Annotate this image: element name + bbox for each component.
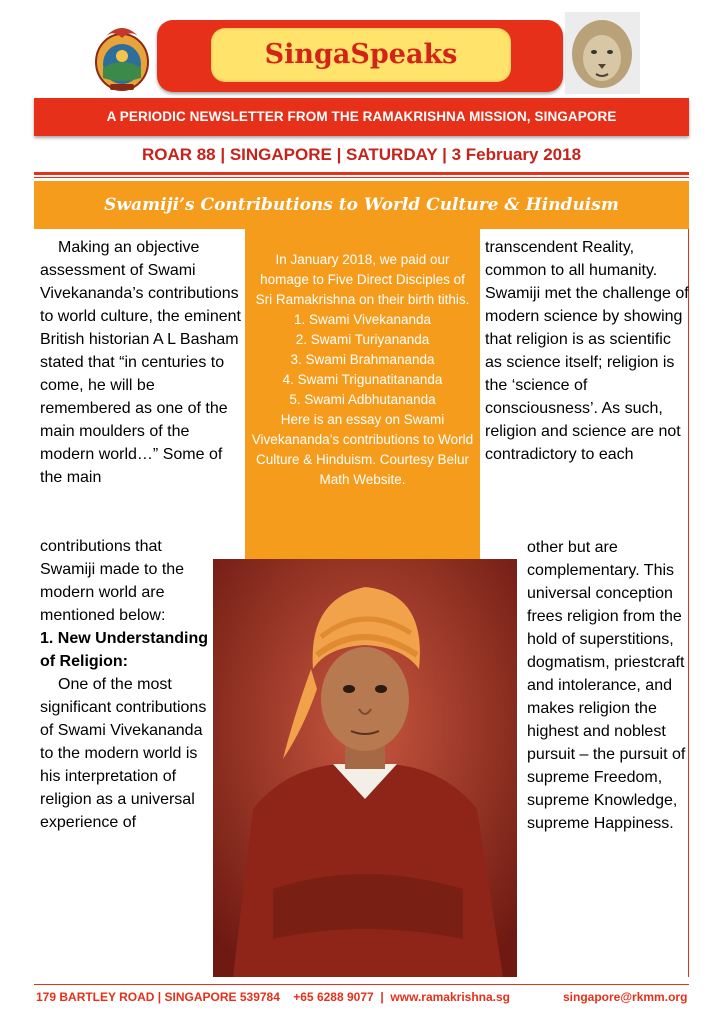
ramakrishna-mission-emblem-icon [92, 22, 152, 94]
callout-list-item: 4. Swami Trigunatitananda [282, 372, 443, 387]
lion-head-icon [565, 12, 640, 94]
callout-list-item: 1. Swami Vivekananda [293, 312, 432, 327]
article-paragraph-3-continued: other but are complementary. This universal conception frees religion from the hold of superstitions, dogmatism, priestcraft and intolerance, and makes religion the highest and noblest pursuit – the pursuit of supreme Freedom, supreme Knowledge, supreme Happiness. [527, 539, 686, 832]
article-column-1-lower [40, 535, 210, 834]
article-paragraph-3: transcendent Reality, common to all humanity. Swamiji met the challenge of modern science by showing that religion is as scientific as science itself; religion is the ‘science of consciousness’. As such, religion and science are not contradictory to each [485, 239, 689, 463]
newsletter-title: SingaSpeaks [264, 39, 458, 70]
footer-website-link[interactable]: www.ramakrishna.sg [390, 990, 511, 1004]
divider [34, 177, 689, 178]
footer-address: 179 BARTLEY ROAD | SINGAPORE 539784 [36, 990, 280, 1004]
article-title: Swamiji’s Contributions to World Culture & Hinduism [104, 195, 619, 215]
callout-text [250, 250, 475, 490]
callout-outro: Here is an essay on Swami Vivekananda’s contributions to World Culture & Hinduism. Courtesy Belur Math Website. [251, 412, 474, 487]
swami-vivekananda-portrait [213, 559, 517, 977]
issue-line: ROAR 88 | SINGAPORE | SATURDAY | 3 February 2018 [141, 145, 582, 164]
footer-email [563, 990, 687, 1004]
callout-intro: In January 2018, we paid our homage to Five Direct Disciples of Sri Ramakrishna on their birth tithis. [255, 252, 470, 307]
newsletter-subtitle: A PERIODIC NEWSLETTER FROM THE RAMAKRISHNA MISSION, SINGAPORE [106, 109, 617, 124]
footer-separator: | [380, 990, 384, 1004]
callout-list-item: 3. Swami Brahmananda [290, 352, 435, 367]
article-paragraph-1-continued: contributions that Swamiji made to the modern world are mentioned below: [40, 538, 185, 624]
callout-list-item: 5. Swami Adbhutananda [289, 392, 436, 407]
footer-phone: +65 6288 9077 [293, 990, 374, 1004]
callout-list-item: 2. Swami Turiyananda [295, 332, 430, 347]
article-paragraph-1: Making an objective assessment of Swami Vivekananda’s contributions to world culture, the eminent British historian A L Basham stated that “in centuries to come, he will be remembered as one of the main moulders of the modern world…” Some of the main [40, 239, 241, 486]
footer-divider [34, 984, 689, 985]
section-heading: 1. New Understanding of Religion: [40, 630, 209, 670]
divider [34, 172, 689, 175]
article-paragraph-2: One of the most significant contributions of Swami Vivekananda to the modern world is his interpretation of religion as a universal experience of [40, 676, 207, 831]
footer-email-link[interactable]: singapore@rkmm.org [563, 990, 688, 1004]
footer-contact [36, 990, 510, 1004]
